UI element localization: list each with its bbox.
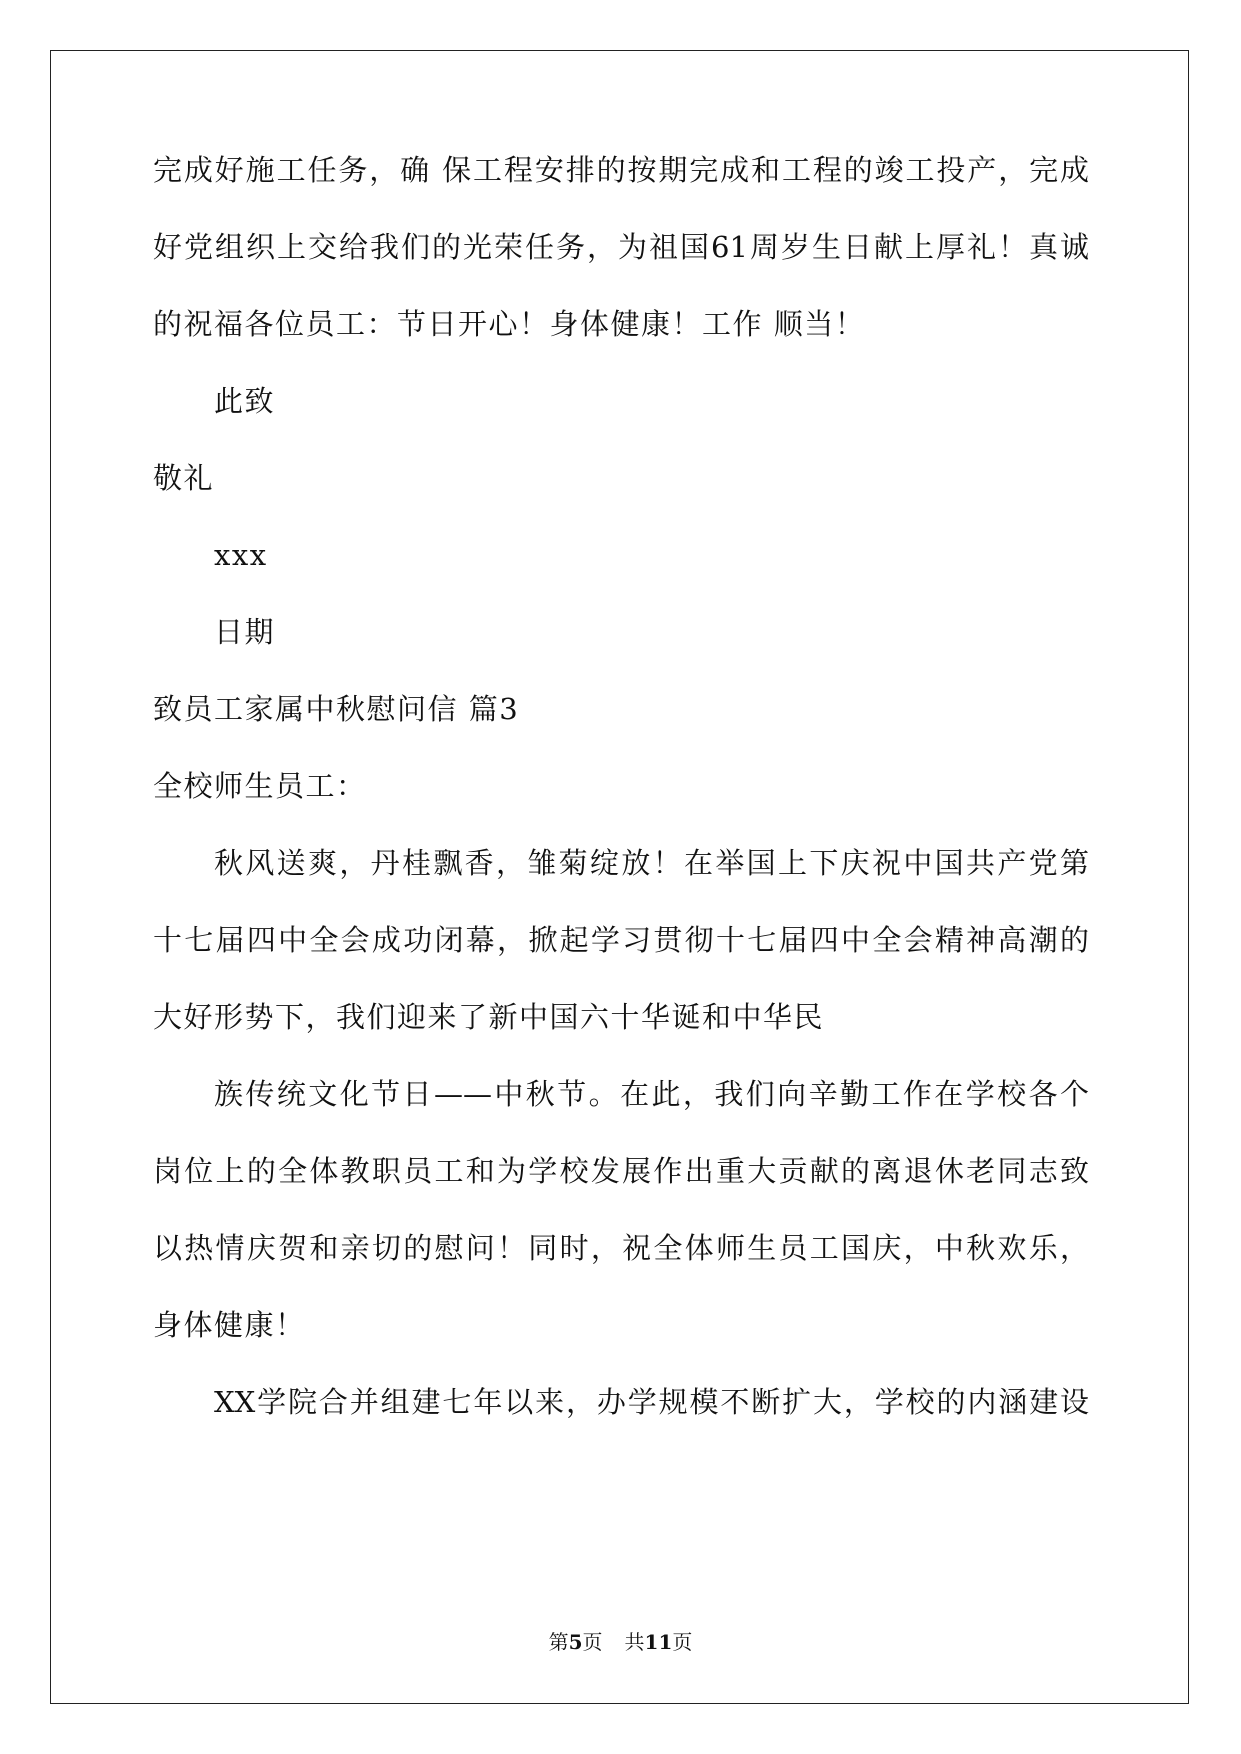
date-line: 日期 (214, 615, 276, 649)
page-footer (0, 1630, 1241, 1654)
text-line: 以热情庆贺和亲切的慰问！同时，祝全体师生员工国庆，中秋欢乐， (153, 1231, 1089, 1265)
text-line: 完成好施工任务，确 保工程安排的按期完成和工程的竣工投产，完成 (153, 153, 1089, 187)
footer-page-word: 页 (582, 1630, 603, 1654)
current-page-number: 5 (568, 1630, 583, 1654)
text-line: 十七届四中全会成功闭幕，掀起学习贯彻十七届四中全会精神高潮的 (153, 923, 1089, 957)
text-line: 岗位上的全体教职员工和为学校发展作出重大贡献的离退休老同志致 (153, 1154, 1089, 1188)
total-pages-number: 11 (644, 1630, 673, 1654)
text-line: 大好形势下，我们迎来了新中国六十华诞和中华民 (153, 1000, 825, 1034)
footer-total-suffix: 页 (672, 1630, 693, 1654)
letter-addressee: 全校师生员工： (153, 769, 367, 803)
closing-salutation: 此致 (214, 384, 276, 418)
footer-total-prefix: 共 (624, 1630, 645, 1654)
closing-regards: 敬礼 (153, 461, 215, 495)
signature: xxx (214, 538, 268, 572)
section-heading: 致员工家属中秋慰问信 篇3 (153, 692, 520, 726)
text-line: 秋风送爽，丹桂飘香，雏菊绽放！在举国上下庆祝中国共产党第 (214, 846, 1089, 880)
text-line: XX学院合并组建七年以来，办学规模不断扩大，学校的内涵建设 (214, 1385, 1089, 1419)
footer-prefix: 第 (548, 1630, 569, 1654)
text-line: 族传统文化节日——中秋节。在此，我们向辛勤工作在学校各个 (214, 1077, 1089, 1111)
text-line: 身体健康！ (153, 1308, 306, 1342)
text-line: 的祝福各位员工：节日开心！身体健康！工作 顺当！ (153, 307, 866, 341)
text-line: 好党组织上交给我们的光荣任务，为祖国61周岁生日献上厚礼！真诚 (153, 230, 1089, 264)
